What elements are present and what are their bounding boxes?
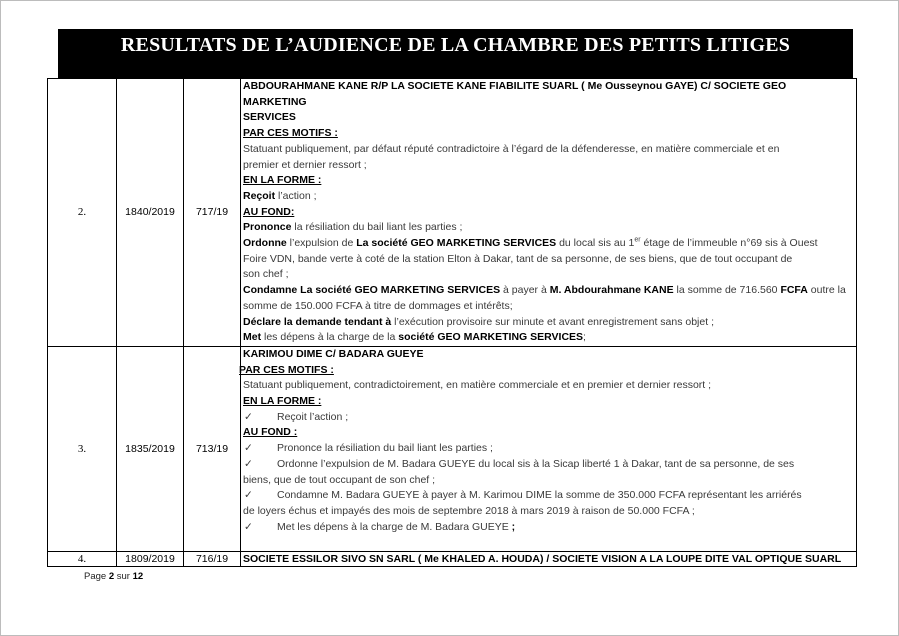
ordonne-line-2: Foire VDN, bande verte à coté de la station Elton à Dakar, tant de sa personne, de ses biens, que de tout occupant de xyxy=(243,252,793,265)
page-label: Page xyxy=(84,571,109,582)
case-parties-cont: SERVICES xyxy=(243,111,296,124)
case-rg: 1835/2019 xyxy=(117,346,184,551)
page-total: 12 xyxy=(132,571,144,582)
case-parties: ABDOURAHMANE KANE R/P LA SOCIETE KANE FIABILITE SUARL ( Me Ousseynou GAYE) C/ SOCIETE GEO MARKETING xyxy=(243,80,787,108)
case-content xyxy=(241,551,857,566)
ordonne-line-3: son chef ; xyxy=(243,268,289,281)
ordonne-text: l’expulsion de xyxy=(286,237,357,250)
checkmark-icon: ✓ xyxy=(244,410,253,423)
page-number: 2 xyxy=(108,571,115,582)
recoit-text: l’action ; xyxy=(275,189,317,202)
met-end: ; xyxy=(511,520,516,533)
met-party: société GEO MARKETING SERVICES xyxy=(398,331,584,344)
page-footer xyxy=(84,571,143,582)
ordonne-sup: er xyxy=(634,236,641,244)
met-line xyxy=(243,330,852,346)
ordonne-text-2: du local sis au 1 xyxy=(556,237,635,250)
condamne-currency: FCFA xyxy=(780,284,808,297)
condamne-line-2: de loyers échus et impayés des mois de septembre 2018 à mars 2019 à raison de 50.000 FCFA ; xyxy=(243,504,695,517)
forme-header: EN LA FORME : xyxy=(243,174,322,187)
recoit-line xyxy=(243,410,852,426)
declare-line xyxy=(243,315,852,331)
condamne-line-2: somme de 150.000 FCFA à titre de dommages et intérêts; xyxy=(243,299,513,312)
prononce-keyword: Prononce xyxy=(243,221,292,234)
case-rep: 716/19 xyxy=(184,551,241,566)
fond-header: AU FOND: xyxy=(243,205,295,218)
table-row xyxy=(48,79,857,347)
declare-keyword: Déclare la demande tendant à xyxy=(243,315,392,328)
forme-header: EN LA FORME : xyxy=(243,395,322,408)
met-keyword: Met xyxy=(243,331,262,344)
met-text: les dépens à la charge de la xyxy=(261,331,399,344)
fond-header: AU FOND : xyxy=(243,426,298,439)
ordonne-text: Ordonne l’expulsion de M. Badara GUEYE du local sis à la Sicap liberté 1 à Dakar, tant de sa personne, de ses xyxy=(277,457,795,470)
declare-text: l’exécution provisoire sur minute et avant enregistrement sans objet ; xyxy=(391,315,714,328)
condamne-text: à payer à xyxy=(500,284,550,297)
case-content xyxy=(241,346,857,551)
case-rg: 1840/2019 xyxy=(117,79,184,347)
checkmark-icon: ✓ xyxy=(244,442,253,455)
motifs-header: PAR CES MOTIFS : xyxy=(239,363,334,376)
condamne-keyword: Condamne La société GEO MARKETING SERVICES xyxy=(243,284,501,297)
table-row xyxy=(48,346,857,551)
motifs-header: PAR CES MOTIFS : xyxy=(243,127,338,140)
met-line xyxy=(243,520,852,536)
case-number: 2. xyxy=(48,79,117,347)
page-sep: sur xyxy=(114,571,133,582)
case-number: 4. xyxy=(48,551,117,566)
ordonne-party: La société GEO MARKETING SERVICES xyxy=(356,237,557,250)
statuant-text-cont: premier et dernier ressort ; xyxy=(243,158,367,171)
prononce-line xyxy=(243,441,852,457)
case-parties: KARIMOU DIME C/ BADARA GUEYE xyxy=(243,347,424,360)
case-rg: 1809/2019 xyxy=(117,551,184,566)
ordonne-keyword: Ordonne xyxy=(243,237,287,250)
case-number: 3. xyxy=(48,346,117,551)
condamne-text-3: outre la xyxy=(807,284,846,297)
results-table xyxy=(47,78,857,567)
prononce-line xyxy=(243,220,852,236)
condamne-line xyxy=(243,488,852,504)
statuant-text: Statuant publiquement, par défaut réputé contradictoire à l’égard de la défenderesse, en matière commerciale et en xyxy=(243,142,780,155)
case-content xyxy=(241,79,857,347)
condamne-party: M. Abdourahmane KANE xyxy=(549,284,674,297)
statuant-text: Statuant publiquement, contradictoirement, en matière commerciale et en premier et dernier ressort ; xyxy=(243,379,712,392)
recoit-line xyxy=(243,189,852,205)
met-text: Met les dépens à la charge de M. Badara GUEYE xyxy=(277,520,512,533)
checkmark-icon: ✓ xyxy=(244,457,253,470)
recoit-keyword: Reçoit xyxy=(243,189,276,202)
condamne-text-2: la somme de 716.560 xyxy=(673,284,781,297)
checkmark-icon: ✓ xyxy=(244,489,253,502)
table-row xyxy=(48,551,857,566)
case-rep: 717/19 xyxy=(184,79,241,347)
page-title-banner xyxy=(58,29,853,78)
ordonne-line-2: biens, que de tout occupant de son chef ; xyxy=(243,473,436,486)
checkmark-icon: ✓ xyxy=(244,520,253,533)
case-rep: 713/19 xyxy=(184,346,241,551)
recoit-text: Reçoit l’action ; xyxy=(277,410,349,423)
ordonne-text-3: étage de l’immeuble n°69 sis à Ouest xyxy=(640,237,818,250)
met-text-2: ; xyxy=(583,331,586,344)
page-title: RESULTATS DE L’AUDIENCE DE LA CHAMBRE DES PETITS LITIGES xyxy=(120,34,791,56)
ordonne-line xyxy=(243,457,852,473)
prononce-text: Prononce la résiliation du bail liant les parties ; xyxy=(277,442,493,455)
ordonne-line xyxy=(243,236,852,252)
prononce-text: la résiliation du bail liant les parties ; xyxy=(291,221,463,234)
condamne-line xyxy=(243,283,852,299)
case-parties: SOCIETE ESSILOR SIVO SN SARL ( Me KHALED A. HOUDA) / SOCIETE VISION A LA LOUPE DITE VAL OPTIQUE SUARL xyxy=(243,552,842,565)
condamne-text: Condamne M. Badara GUEYE à payer à M. Karimou DIME la somme de 350.000 FCFA représentant les arriérés xyxy=(277,489,802,502)
